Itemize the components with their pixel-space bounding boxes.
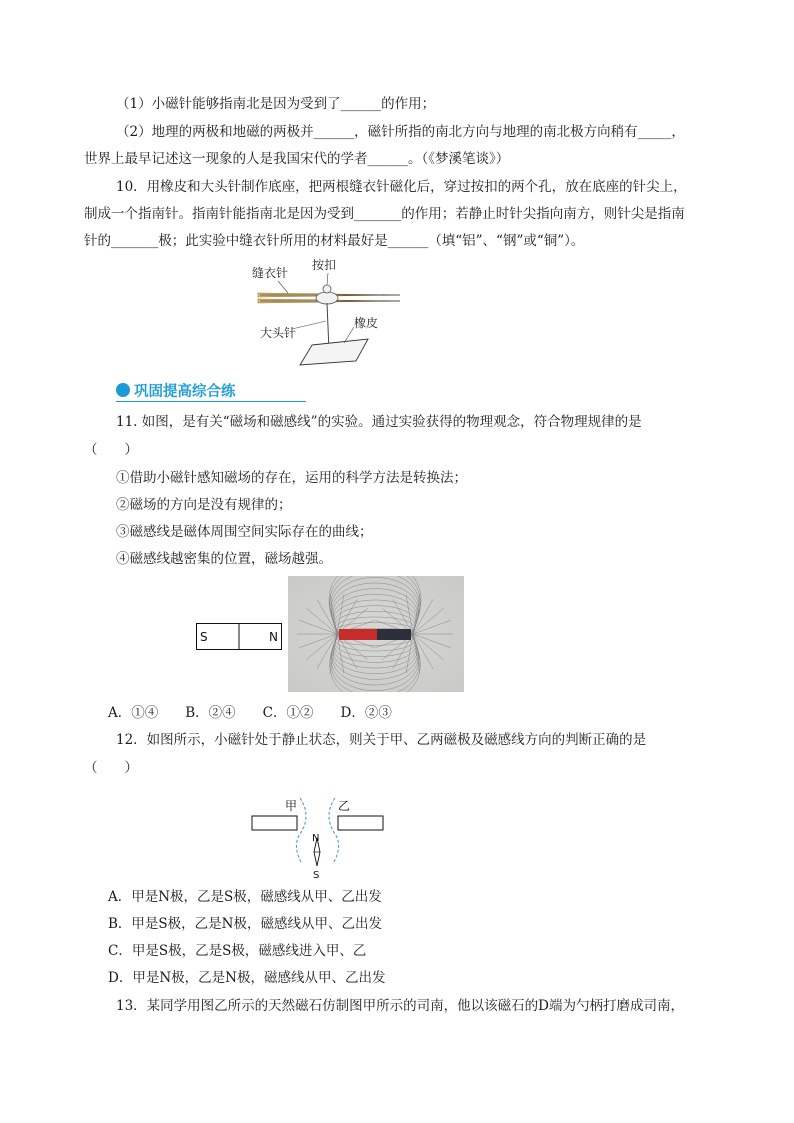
q10-line3: 针的_______极；此实验中缝衣针所用的材料最好是______（填“铝”、“钢”或“铜”）。 <box>84 233 585 249</box>
bar-magnet-diagram <box>196 623 286 651</box>
magnet-s-label: S <box>200 630 208 644</box>
q12-option-c: C．甲是S极，乙是S极，磁感线进入甲、乙 <box>108 943 367 959</box>
q10-line1: 10．用橡皮和大头针制作底座，把两根缝衣针磁化后，穿过按扣的两个孔，放在底座的针尖上， <box>116 179 687 195</box>
label-button: 按扣 <box>312 258 337 272</box>
eraser <box>300 339 368 365</box>
q12-option-a: A．甲是N极，乙是S极，磁感线从甲、乙出发 <box>108 889 382 905</box>
label-yi: 乙 <box>338 799 351 813</box>
label-jia: 甲 <box>285 799 298 813</box>
needle-n-label: N <box>312 833 320 844</box>
section-underline <box>116 401 306 402</box>
label-needle: 缝衣针 <box>252 266 289 280</box>
q10-line2: 制成一个指南针。指南针能指南北是因为受到_______的作用；若静止时针尖指向南方，则针尖是指南 <box>84 206 685 222</box>
snap-button <box>316 285 338 304</box>
magnet-n-label: N <box>269 630 278 644</box>
compass-figure <box>250 255 410 367</box>
q13-line1: 13．某同学用图乙所示的天然磁石仿制图甲所示的司南，他以该磁石的D端为勺柄打磨成司南， <box>116 998 685 1014</box>
q12-stem: 12．如图所示，小磁针处于静止状态，则关于甲、乙两磁极及磁感线方向的判断正确的是 <box>116 732 647 748</box>
needle-s-label: S <box>313 870 320 880</box>
q8-part2-line1: （2）地理的两极和地磁的两极并______，磁针所指的南北方向与地理的南北极方向稍有_____， <box>116 124 685 140</box>
q11-paren: （ ） <box>84 442 138 458</box>
q11-stem: 11. 如图，是有关“磁场和磁感线”的实验。通过实验获得的物理观念，符合物理规律的是 <box>116 414 642 430</box>
section-bullet-icon <box>116 383 130 397</box>
section-title: 巩固提高综合练 <box>134 384 236 400</box>
q11-item-1: ①借助小磁针感知磁场的存在，运用的科学方法是转换法； <box>116 470 467 486</box>
q8-part2-line2: 世界上最早记述这一现象的人是我国宋代的学者______。（《梦溪笔谈》） <box>84 151 510 167</box>
q11-item-4: ④磁感线越密集的位置，磁场越强。 <box>116 551 332 567</box>
q11-item-2: ②磁场的方向是没有规律的； <box>116 497 292 513</box>
label-pin: 大头针 <box>260 326 297 340</box>
q8-part1: （1）小磁针能够指南北是因为受到了______的作用； <box>116 96 436 112</box>
label-eraser: 橡皮 <box>354 316 379 330</box>
q12-figure <box>250 794 385 880</box>
q12-paren: （ ） <box>84 760 138 776</box>
iron-filings-photo <box>288 576 464 692</box>
q11-options: A．①④ B．②④ C．①② D．②③ <box>108 705 392 721</box>
section-header <box>116 379 306 401</box>
q12-option-b: B．甲是S极，乙是N极，磁感线从甲、乙出发 <box>108 916 382 932</box>
q12-option-d: D．甲是N极，乙是N极，磁感线从甲、乙出发 <box>108 970 386 986</box>
q11-item-3: ③磁感线是磁体周围空间实际存在的曲线； <box>116 524 373 540</box>
